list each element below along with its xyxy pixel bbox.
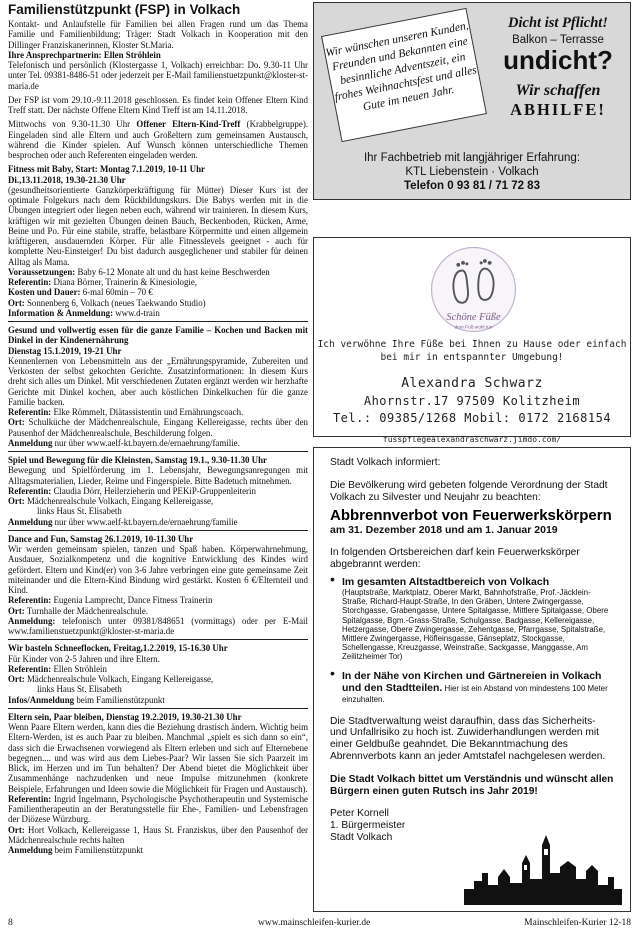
schnee-location-2: links Haus St. Elisabeth — [37, 684, 122, 695]
label: Ort: — [8, 297, 25, 308]
value: Sonnenberg 6, Volkach (neues Taekwando Studio) — [24, 297, 206, 308]
eltern-referent — [8, 794, 308, 825]
divider — [8, 321, 308, 322]
divider — [8, 530, 308, 531]
contact-heading: Ihre Ansprechpartnerin: Ellen Ströhlein — [8, 49, 161, 60]
bullet1-streets: (Hauptstraße, Marktplatz, Oberer Markt, Bahnhofstraße, Prof.-Jäcklein-Straße, Richard-Haupt-Straße, In den Gräben, Untere Zwingergasse, Storchgasse, Grabengasse, Untere Spitalgasse, Mittlere Spitalgasse, Obere Spitalgasse, Bgm.-Grass-Straße, Schulgasse, Badgasse, Kellereigasse, Hetzergasse, Obere Zwingergasse, Zehentgasse, Pfarrgasse, Spitalstraße, Mittlere Zwingergasse, Höfleinsgasse, Gänseplatz, Stockgasse, Schellengasse, Kreuzgasse, Weinstraße, Sackgasse, Manggasse, Am Zeilitzheimer Tor) — [342, 587, 609, 662]
label: Ort: — [8, 674, 25, 684]
treff-text — [8, 119, 308, 160]
fitness-info — [8, 308, 308, 318]
balkon-offer — [493, 15, 623, 120]
value: Schulküche der Mädchenrealschule, Eingang Kellereigasse, rechts über den Pausenhof der Mädchenrealschule, Beschilderung folgen. — [8, 417, 308, 438]
notice-list — [330, 576, 614, 705]
label: Anmeldung — [8, 845, 53, 855]
treff-bold: Offener Eltern-Kind-Treff — [136, 119, 241, 130]
value: Elke Römmelt, Diätassistentin und Ernährungscoach. — [51, 407, 244, 417]
intro-text: Kontakt- und Anlaufstelle für Familien bei allen Fragen rund um das Thema Familie und Familienbildung; Träger: Stadt Volkach in Kooperation mit den Dillinger Franziskanerinnen, Kloster St.Maria. — [8, 19, 308, 50]
value: Turnhalle der Mädchenrealschule. — [24, 605, 148, 616]
notice-bitte: Die Stadt Volkach bittet um Verständnis und wünscht allen Bürgern einen guten Rutsch ins Jahr 2019! — [330, 773, 614, 797]
fitness-cost — [8, 287, 308, 297]
kochen-heading: Gesund und vollwertig essen für die ganze Familie – Kochen und Backen mit Dinkel in der Kindenernährung — [8, 325, 308, 346]
contact-text: Telefonisch und persönlich (Klostergasse 1, Volkach) erreichbar: Do. 9.30-11 Uhr unter Tel. 09381-8486-51 oder jederzeit per E-Mail familienstuetzpunkt@kloster-st-maria.de — [8, 60, 308, 91]
value: Hort Volkach, Kellereigasse 1, Haus St. Franziskus, über den Pausenhof der Mädchenrealschule rechts halten — [8, 824, 308, 845]
notice-bullet-2 — [330, 670, 614, 705]
notice-intro: Die Bevölkerung wird gebeten folgende Verordnung der Stadt Volkach zu Silvester und Neujahr zu beachten: — [330, 479, 608, 503]
schnee-body: Für Kinder von 2-5 Jahren und ihre Eltern. — [8, 653, 160, 664]
value: Baby 6-12 Monate alt und du hast keine Beschwerden — [75, 266, 270, 277]
dance-body: Wir werden gemeinsam spielen, tanzen und Spaß haben. Körperwahrnehmung, Ausdauer, Sozialkompetenz und die kognitive Entwicklung des Kindes wird gefördert. Eltern und Kind(er) von 3-6 Jahre verbringen eine gute gemeinsame Zeit miteinander und die Eltern-Kind Bindung wird gestärkt. Kosten 6 €/Elternteil und Kind. — [8, 544, 308, 595]
fusspflege-ad — [313, 237, 631, 444]
notice-date: am 31. Dezember 2018 und am 1. Januar 2019 — [330, 524, 558, 537]
schnee-info — [8, 695, 308, 705]
notice-ortsbereiche: In folgenden Ortsbereichen darf kein Feuerwerkskörper abgebrannt werden: — [330, 547, 580, 571]
kochen-location — [8, 417, 308, 438]
value: Diana Börner, Trainerin & Kinesiologie, — [51, 277, 198, 287]
spiel-heading: Spiel und Bewegung für die Kleinsten, Samstag 19.1., 9.30-11.30 Uhr — [8, 455, 267, 465]
schnee-location — [8, 674, 308, 684]
label: Referentin: — [8, 485, 52, 496]
fusspflege-text — [314, 338, 630, 446]
eltern-body: Wenn Paare Eltern werden, kann dies die Beziehung drastisch ändern. Wichtig beim Eltern-Werden, ist es auch Paar zu bleiben. Manchmal „spielt es sich dann so ein“, dass sich die Erwachsenen vorwiegend als Eltern erleben und sich auf Elternebene begegnen.... und was wird aus dem Liebes-Paar? Wir lassen Sie sich Paarzeit im Blick, im Herzen und im Tun behalten? Der Abend bietet die Möglichkeit über Zusammenhänge nachzudenken und neue Impulse mitzunehmen (konkrete Beispiele, Erfahrungen und Ideen sowie die Möglichkeit für Fragen und Austausch). — [8, 722, 308, 794]
spiel-body: Bewegung und Spielförderung im 1. Lebensjahr, Bewegungsanregungen mit Alltagsmaterialien, Lieder, Reime und Fingerspiele. Bitte Badetuch mitnehmen. — [8, 465, 308, 486]
dance-location — [8, 606, 308, 616]
notice-title: Abbrennverbot von Feuerwerkskörpern — [330, 507, 612, 525]
undicht-text: undicht? — [503, 45, 613, 75]
eltern-heading: Eltern sein, Paar bleiben, Dienstag 19.2.2019, 19.30-21.30 Uhr — [8, 711, 242, 722]
label: Referentin: — [8, 277, 52, 287]
value: Ellen Ströhlein — [51, 663, 107, 674]
value: Ingrid Ingelmann, Psychologische Psychotherapeutin und Systemische Familientherapeutin an der Beratungsstelle für Ehe-, Familien- und Lebensfragen der Diözese Würzburg. — [8, 793, 308, 825]
balkon-contact — [314, 151, 630, 193]
fuesse-name: Alexandra Schwarz — [401, 376, 543, 391]
footer-issue: Mainschleifen-Kurier 12-18 — [524, 918, 631, 928]
kochen-referent — [8, 407, 308, 417]
label: Ort: — [8, 824, 25, 835]
dance-referent — [8, 595, 308, 605]
balkon-ad — [313, 2, 631, 200]
label: Referentin: — [8, 663, 52, 674]
label: Ort: — [8, 417, 25, 428]
pflicht-text: Dicht ist Pflicht! — [508, 15, 608, 31]
signature-role: 1. Bürgermeister — [330, 820, 406, 832]
kochen-date: Dienstag 15.1.2019, 19-21 Uhr — [8, 345, 122, 356]
fuesse-line1: Ich verwöhne Ihre Füße bei Ihnen zu Hause oder einfach — [317, 339, 627, 350]
value: nur über www.aelf-kt.bayern.de/ernaehrung/familie. — [52, 437, 240, 448]
value: telefonisch unter 09381/848651 (vormittags) oder per E-Mail www.familienstuetzpunkt@kloster-st-maria.de — [8, 615, 308, 636]
dance-registration — [8, 616, 308, 637]
logo-text: Schöne Füße — [446, 311, 501, 323]
dance-heading: Dance and Fun, Samstag 26.1.2019, 10-11.30 Uhr — [8, 533, 194, 544]
value: www.d-train — [113, 307, 160, 318]
divider — [8, 708, 308, 709]
greeting-note: Wir wünschen unseren Kunden, Freunden und Bekannten eine besinnliche Adventszeit, ein frohes Weihnachtsfest und alles Gute im neuen Jahr. — [321, 8, 487, 142]
notice-header: Stadt Volkach informiert: — [330, 457, 441, 468]
fitness-heading: Fitness mit Baby, Start: Montag 7.1.2019, 10-11 Uhr — [8, 164, 205, 175]
spiel-referent — [8, 486, 308, 496]
footer-url[interactable]: www.mainschleifen-kurier.de — [258, 918, 371, 928]
fuesse-website: fusspflegealexandraschwarz.jimdo.com/ — [382, 435, 562, 444]
page-number: 8 — [8, 918, 13, 928]
notice-hinweis: Die Stadtverwaltung weist daraufhin, dass das Sicherheits- und Unfallrisiko zu hoch ist. Zuwiderhandlungen werden mit einer Geldbuße geahndet. Die Bekanntmachung des Abrennverbots kann an jeder Amtstafel nachgelesen werden. — [330, 715, 606, 762]
label: Referentin: — [8, 595, 52, 606]
left-column — [8, 2, 308, 910]
fitness-heading-2: Di.,13.11.2018, 19.30-21.30 Uhr — [8, 174, 126, 185]
label: Voraussetzungen: — [8, 266, 76, 277]
value: beim Familienstützpunkt — [74, 694, 165, 705]
label: Referentin: — [8, 407, 52, 417]
label: Ort: — [8, 496, 25, 506]
label: Kosten und Dauer: — [8, 287, 81, 298]
treff-pre: Mittwochs von 9.30-11.30 Uhr — [8, 119, 137, 130]
eltern-location — [8, 825, 308, 846]
divider — [8, 451, 308, 452]
value: nur über www.aelf-kt.bayern.de/ernaehrung/familie — [52, 516, 238, 527]
logo-subtext: dem Fuß wohl tun — [454, 325, 493, 331]
label: Anmeldung — [8, 516, 53, 527]
fachbetrieb-text: Ihr Fachbetrieb mit langjähriger Erfahrung: — [363, 152, 581, 164]
value: Mädchenrealschule Volkach, Eingang Kellereigasse, — [24, 496, 214, 506]
kochen-registration — [8, 438, 308, 448]
label: Information & Anmeldung: — [8, 307, 114, 318]
kochen-body: Kennenlernen von Lebensmitteln aus der „Ernährungspyramide, Zubereiten und Verkosten der selbst gekochten Gerichte. Zusatzinformationen: In diesem Kurs dreht sich alles um Dinkel. Mit verschiedenen Zutaten ergänzt werden wir herzhafte Gerichte mit Dinkel kochen, aber auch köstlichen Dinkelkuchen für die ganze Familie backen. — [8, 355, 308, 407]
town-silhouette-icon — [464, 833, 622, 905]
fitness-body: (gesundheitsorientierte Ganzkörperkräftigung für Mütter) Dieser Kurs ist der optimale Folgekurs nach dem Rückbildungskurs. Die Babys werden mit in die Übungen integriert oder liegen neben euch, während wir trainieren. In diesem Kurs, kräftigen wir mit gezielten Übungen deinen Bauch, Beckenboden, Rücken, Arme, Beine und Po. Für eine stabile, straffe, belastbare Körpermitte und einen allgemein kräftigeren, ausdauernden Körper. Für alle Fitnesslevels geeignet - auch für komplette Neu-Einsteiger! Du bist dadurch ausgeglichener und stabiler für deinen Alltag als Mama. — [8, 184, 308, 267]
balkon-text: Balkon – Terrasse — [512, 34, 604, 46]
fuesse-address: Ahornstr.17 97509 Kolitzheim — [363, 394, 581, 408]
value: Eugenia Lamprecht, Dance Fitness Trainerin — [51, 595, 213, 606]
fitness-referent — [8, 277, 308, 287]
closed-notice: Der FSP ist vom 29.10.-9.11.2018 geschlossen. Es findet kein Offener Eltern Kind Treff statt. Der nächste Offene Eltern Kind Treff ist am 14.11.2018. — [8, 94, 308, 115]
label: Anmeldung — [8, 437, 53, 448]
bullet2-heading: In der Nähe von Kirchen und Gärtnereien in Volkach und den Stadtteilen. — [342, 669, 602, 694]
feet-logo-icon — [426, 242, 521, 337]
schnee-referent — [8, 664, 308, 674]
value: Claudia Dörr, Heilerzieherin und PEKiP-Gruppenleiterin — [51, 485, 256, 496]
value: beim Familienstützpunkt — [52, 845, 144, 855]
spiel-registration — [8, 517, 308, 527]
fuesse-line2: bei mir in entspannter Umgebung! — [380, 352, 564, 363]
abhilfe-text: ABHILFE! — [510, 100, 606, 119]
stadt-volkach-notice — [313, 447, 631, 912]
notice-bullet-1 — [330, 576, 614, 662]
fitness-requirements — [8, 267, 308, 277]
signature-name: Peter Kornell — [330, 808, 389, 820]
value: 6-mal 60min – 70 € — [80, 287, 153, 298]
label: Infos/Anmeldung — [8, 694, 75, 705]
fuesse-phone: Tel.: 09385/1268 Mobil: 0172 2168154 — [332, 411, 612, 425]
spiel-location — [8, 496, 308, 506]
signature-org: Stadt Volkach — [330, 831, 393, 843]
label: Ort: — [8, 605, 25, 616]
label: Anmeldung: — [8, 615, 56, 626]
bullet1-heading: • Im gesamten Altstadtbereich von Volkach — [342, 575, 550, 588]
label: Referentin: — [8, 793, 52, 804]
bullet2-tail: Hier ist ein Abstand von mindestens 100 Meter einzuhalten. — [342, 683, 608, 704]
value: Mädchenrealschule Volkach, Eingang Kellereigasse, — [24, 674, 214, 684]
firma-text: KTL Liebenstein · Volkach — [405, 166, 539, 178]
article-title: Familienstützpunkt (FSP) in Volkach — [8, 2, 241, 17]
treff-post: (Krabbelgruppe). Eingeladen sind alle Eltern und auch Großeltern zum gemeinsamen Austausch, während die Kinder spielen. Auf Wunsch können unterschiedliche Themen besprochen oder auch Referenten eingeladen werden. — [8, 119, 308, 160]
divider — [8, 639, 308, 640]
schnee-heading: Wir basteln Schneeflocken, Freitag,1.2.2019, 15-16.30 Uhr — [8, 643, 228, 654]
wir-schaffen-text: Wir schaffen — [515, 82, 601, 99]
telefon-text: Telefon 0 93 81 / 71 72 83 — [404, 180, 540, 192]
eltern-registration — [8, 845, 308, 855]
spiel-location-2: links Haus St. Elisabeth — [37, 506, 122, 517]
fitness-location — [8, 298, 308, 308]
